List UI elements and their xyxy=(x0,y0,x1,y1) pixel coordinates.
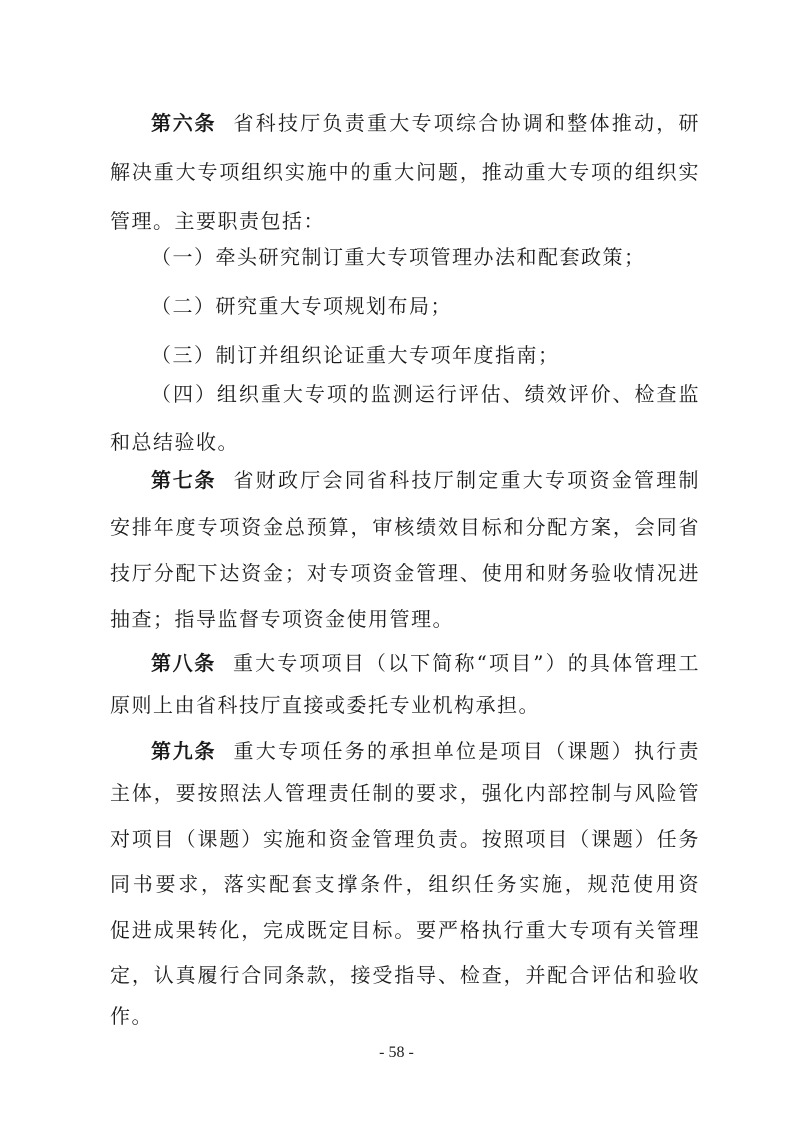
article6-item-1: （一）牵头研究制订重大专项管理办法和配套政策； xyxy=(151,245,646,269)
article7-text: 省财政厅会同省科技厅制定重大专项资金管理制 xyxy=(233,468,700,492)
article6-text: 省科技厅负责重大专项综合协调和整体推动，研 xyxy=(233,111,700,135)
article8-line2: 原则上由省科技厅直接或委托专业机构承担。 xyxy=(110,693,540,717)
article6-item-4: （四）组织重大专项的监测运行评估、绩效评价、检查监 xyxy=(151,382,700,406)
article8-line1 xyxy=(151,650,700,676)
article6-line1 xyxy=(151,110,700,136)
article9-text: 重大专项任务的承担单位是项目（课题）执行责 xyxy=(233,739,700,763)
article9-line7: 作。 xyxy=(110,1004,153,1028)
article6-item-2: （二）研究重大专项规划布局； xyxy=(151,294,452,318)
article6-line2: 解决重大专项组织实施中的重大问题，推动重大专项的组织实 xyxy=(110,160,700,184)
article6-heading: 第六条 xyxy=(151,111,217,135)
article6-item-3: （三）制订并组织论证重大专项年度指南； xyxy=(151,343,560,367)
article8-heading: 第八条 xyxy=(151,651,216,675)
article9-heading: 第九条 xyxy=(151,739,217,763)
article7-line4: 抽查；指导监督专项资金使用管理。 xyxy=(110,607,454,631)
article7-line3: 技厅分配下达资金；对专项资金管理、使用和财务验收情况进 xyxy=(110,561,700,585)
article6-line3: 管理。主要职责包括： xyxy=(110,209,325,233)
article9-line5: 促进成果转化，完成既定目标。要严格执行重大专项有关管理 xyxy=(110,918,700,942)
page-number: - 58 - xyxy=(379,1044,414,1061)
article9-line4: 同书要求，落实配套支撑条件，组织任务实施，规范使用资 xyxy=(110,872,700,896)
article9-line6: 定，认真履行合同条款，接受指导、检查，并配合评估和验收 xyxy=(110,963,700,987)
article9-line2: 主体，要按照法人管理责任制的要求，强化内部控制与风险管 xyxy=(110,781,700,805)
article7-line2: 安排年度专项资金总预算，审核绩效目标和分配方案，会同省 xyxy=(110,515,700,539)
article6-item-4-cont: 和总结验收。 xyxy=(110,430,239,454)
article9-line1 xyxy=(151,738,700,764)
article7-line1 xyxy=(151,467,700,493)
article8-text: 重大专项项目（以下简称“项目”）的具体管理工 xyxy=(232,651,700,675)
article7-heading: 第七条 xyxy=(151,468,217,492)
article9-line3: 对项目（课题）实施和资金管理负责。按照项目（课题）任务 xyxy=(110,827,700,851)
